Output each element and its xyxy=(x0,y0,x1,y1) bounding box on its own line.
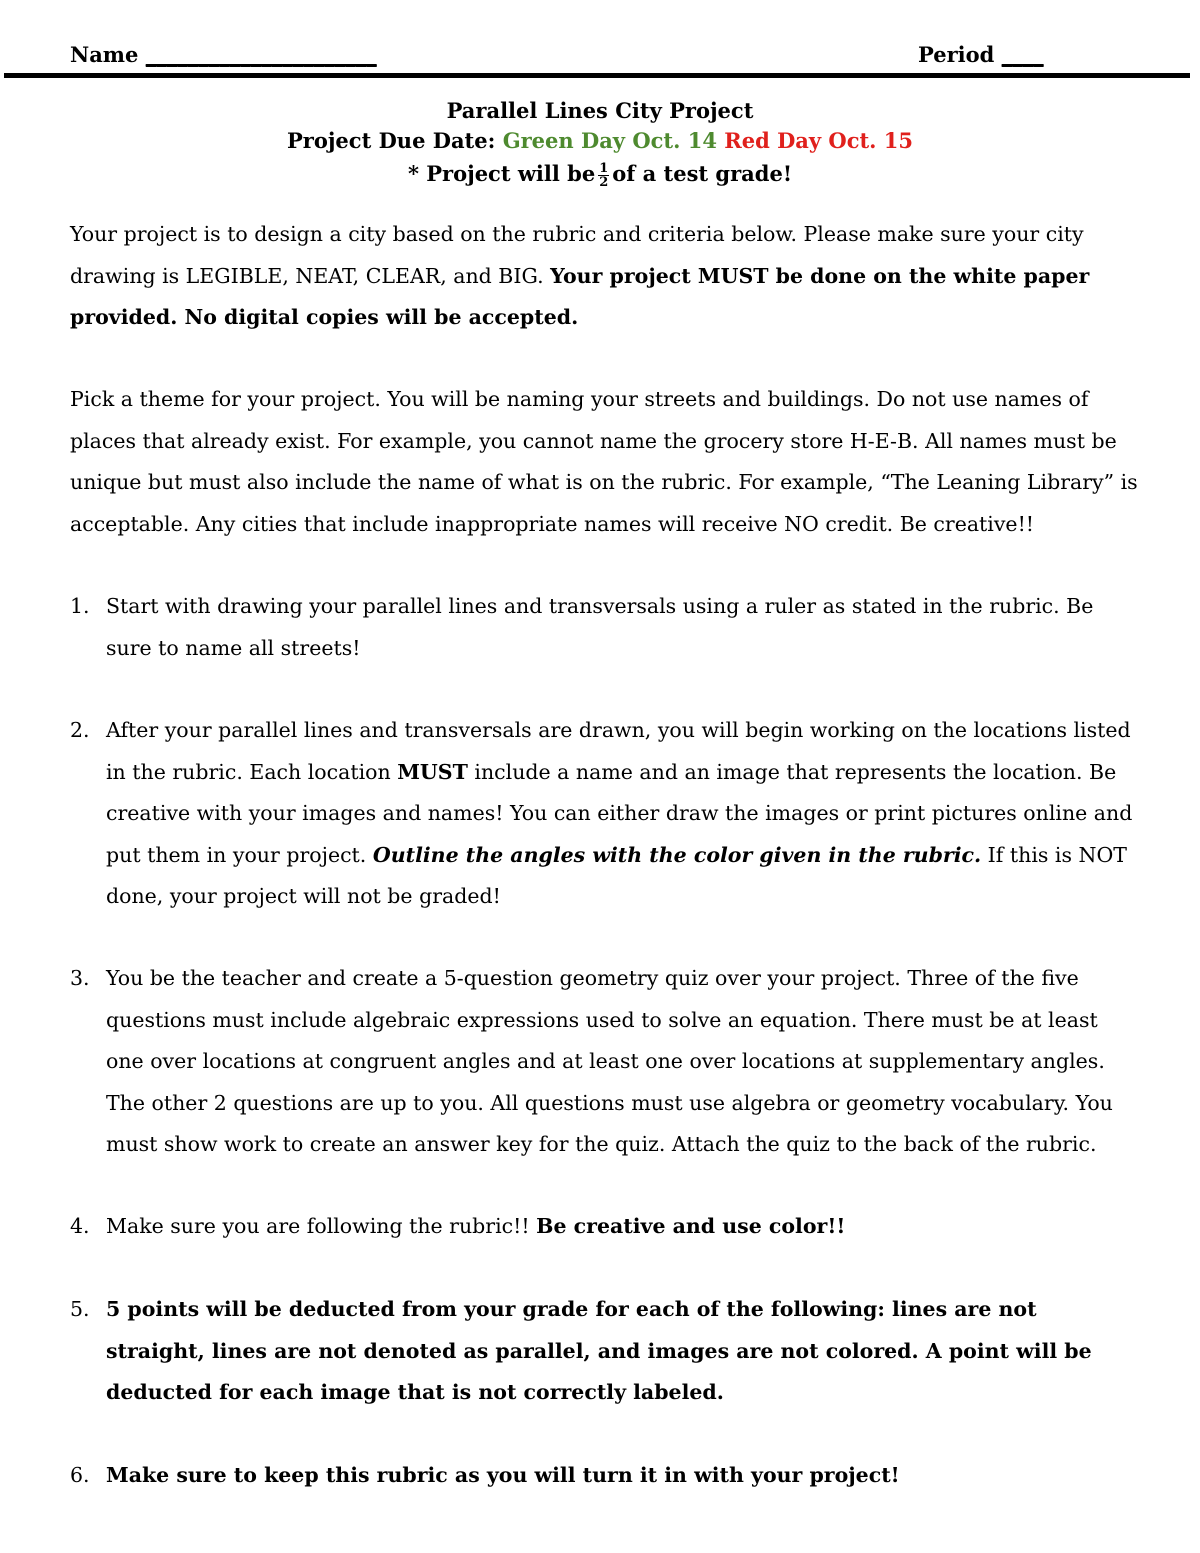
intro-paragraph-2: Pick a theme for your project. You will be naming your streets and buildings. Do not use names of places that already exist. For example, you cannot name the grocery store H-E-B. All names must be unique but must also include the name of what is on the rubric. For example, “The Leaning Library” is acceptable. Any cities that include inappropriate names will receive NO credit. Be creative!! xyxy=(70,387,1138,536)
fraction-denominator: 2 xyxy=(599,175,609,190)
student-header xyxy=(70,42,1050,74)
grade-prefix: * Project will be xyxy=(407,161,596,186)
green-day-date: Green Day Oct. 14 xyxy=(502,128,717,153)
instruction-list-5 xyxy=(70,1289,1138,1414)
item-text: Make sure to keep this rubric as you will turn it in with your project! xyxy=(106,1463,900,1487)
item-text: 5 points will be deducted from your grade for each of the following: lines are not straight, lines are not denoted as parallel, and images are not colored. A point will be deducted for each image that is not correctly labeled. xyxy=(106,1297,1092,1404)
instruction-list-3 xyxy=(70,958,1138,1166)
due-date-label: Project Due Date: xyxy=(286,128,496,153)
item-number: 5. xyxy=(70,1297,90,1321)
item-text: Start with drawing your parallel lines and transversals using a ruler as stated in the rubric. Be sure to name all streets! xyxy=(106,594,1094,660)
list-item xyxy=(70,958,1138,1166)
intro-p1-bold: Your project MUST be done on the white paper provided. No digital copies will be accepted. xyxy=(70,263,1090,329)
item-text-part2: include a name and an image that represents the location. Be creative with your images and names! You can either draw the images or print pictures online and put them in your project. xyxy=(106,759,1133,867)
instruction-list-2 xyxy=(70,710,1138,918)
list-item xyxy=(70,586,1138,669)
name-blank: ______________________ xyxy=(145,42,377,67)
item-text-must: MUST xyxy=(397,759,468,784)
period-field xyxy=(918,42,1044,67)
item-number: 3. xyxy=(70,966,90,990)
item-text: You be the teacher and create a 5-question geometry quiz over your project. Three of the five questions must include algebraic expressions used to solve an equation. There must be at least one over locations at congruent angles and at least one over locations at supplementary angles. The other 2 questions are up to you. All questions must use algebra or geometry vocabulary. You must show work to create an answer key for the quiz. Attach the quiz to the back of the rubric. xyxy=(106,966,1113,1156)
item-number: 1. xyxy=(70,594,90,618)
name-field xyxy=(70,42,377,67)
list-item xyxy=(70,1455,1138,1497)
one-half-fraction xyxy=(598,162,609,189)
grade-weight-line xyxy=(0,156,1200,192)
period-label: Period xyxy=(918,42,995,67)
list-item xyxy=(70,710,1138,918)
due-date-line xyxy=(0,126,1200,156)
instruction-list-1 xyxy=(70,586,1138,669)
item-number: 6. xyxy=(70,1463,90,1487)
item-number: 2. xyxy=(70,718,90,742)
project-title: Parallel Lines City Project xyxy=(446,98,754,123)
item-number: 4. xyxy=(70,1214,90,1238)
item-text-part3: If this is NOT done, your project will not be graded! xyxy=(106,842,1127,908)
item-text-bold: Be creative and use color!! xyxy=(536,1214,846,1238)
list-item xyxy=(70,1289,1138,1414)
red-day-date: Red Day Oct. 15 xyxy=(724,128,914,153)
list-item xyxy=(70,1206,1138,1248)
instruction-list-4 xyxy=(70,1206,1138,1248)
fraction-numerator: 1 xyxy=(599,161,609,176)
instruction-list-6 xyxy=(70,1455,1138,1497)
item-text-plain: Make sure you are following the rubric!! xyxy=(106,1214,530,1238)
header-divider xyxy=(4,73,1190,78)
name-label: Name xyxy=(70,42,139,67)
period-blank: ____ xyxy=(1001,42,1044,67)
intro-paragraph-1 xyxy=(70,214,1138,339)
item-text-part1: After your parallel lines and transversals are drawn, you will begin working on the locations listed in the rubric. Each location xyxy=(106,718,1131,784)
title-block xyxy=(0,96,1200,192)
item-text-italic: Outline the angles with the color given in the rubric. xyxy=(372,842,982,867)
grade-suffix: of a test grade! xyxy=(612,161,793,186)
intro-p1-plain: Your project is to design a city based on the rubric and criteria below. Please make sure your city drawing is LEGIBLE, NEAT, CLEAR, and BIG. xyxy=(70,222,1084,288)
